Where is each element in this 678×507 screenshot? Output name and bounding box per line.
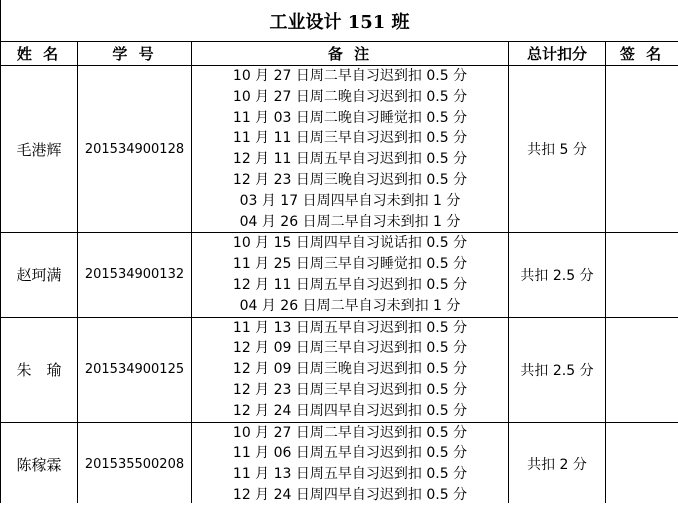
page-cut-edge <box>0 503 678 507</box>
deduction-note-line: 12 月 09 日周三早自习迟到扣 0.5 分 <box>232 340 468 357</box>
total-deduction: 共扣 2 分 <box>509 422 606 506</box>
signature-cell <box>606 66 678 233</box>
deduction-note-line: 11 月 03 日周二晚自习睡觉扣 0.5 分 <box>232 109 468 126</box>
deduction-note-line: 11 月 11 日周三早自习迟到扣 0.5 分 <box>232 130 468 147</box>
total-deduction: 共扣 2.5 分 <box>509 233 606 317</box>
deduction-notes <box>192 317 509 422</box>
student-name: 朱 瑜 <box>1 317 78 422</box>
table-row <box>1 317 678 422</box>
deduction-note-line: 10 月 27 日周二晚自习迟到扣 0.5 分 <box>232 88 468 105</box>
student-name: 陈稼霖 <box>1 422 78 506</box>
deduction-note-line: 12 月 24 日周四早自习迟到扣 0.5 分 <box>232 402 468 419</box>
student-id: 201534900125 <box>78 317 192 422</box>
header-notes: 备 注 <box>192 42 509 66</box>
deduction-note-line: 11 月 13 日周五早自习迟到扣 0.5 分 <box>232 466 468 483</box>
student-name: 毛港辉 <box>1 66 78 233</box>
deduction-note-line: 10 月 27 日周二早自习迟到扣 0.5 分 <box>232 424 468 441</box>
student-id: 201534900132 <box>78 233 192 317</box>
table-row <box>1 422 678 506</box>
deduction-note-line: 11 月 25 日周三早自习睡觉扣 0.5 分 <box>232 256 468 273</box>
table-body <box>1 0 678 506</box>
signature-cell <box>606 233 678 317</box>
header-row <box>1 42 678 66</box>
total-deduction: 共扣 2.5 分 <box>509 317 606 422</box>
signature-cell <box>606 422 678 506</box>
student-id: 201535500208 <box>78 422 192 506</box>
table-title: 工业设计 151 班 <box>1 0 678 42</box>
student-id: 201534900128 <box>78 66 192 233</box>
deduction-note-line: 12 月 11 日周五早自习迟到扣 0.5 分 <box>232 276 468 293</box>
deduction-note-line: 12 月 09 日周三晚自习迟到扣 0.5 分 <box>232 361 468 378</box>
table-row <box>1 233 678 317</box>
deduction-note-line: 11 月 06 日周五早自习迟到扣 0.5 分 <box>232 445 468 462</box>
header-signature: 签 名 <box>606 42 678 66</box>
deduction-note-line: 12 月 23 日周三早自习迟到扣 0.5 分 <box>232 381 468 398</box>
deduction-note-line: 04 月 26 日周二早自习未到扣 1 分 <box>239 213 461 230</box>
signature-cell <box>606 317 678 422</box>
deduction-notes <box>192 233 509 317</box>
deduction-notes <box>192 66 509 233</box>
header-total-deduction: 总计扣分 <box>509 42 606 66</box>
total-deduction: 共扣 5 分 <box>509 66 606 233</box>
deduction-note-line: 12 月 11 日周五早自习迟到扣 0.5 分 <box>232 151 468 168</box>
header-name: 姓 名 <box>1 42 78 66</box>
deduction-note-line: 10 月 15 日周四早自习说话扣 0.5 分 <box>232 235 468 252</box>
deduction-note-line: 12 月 23 日周三晚自习迟到扣 0.5 分 <box>232 171 468 188</box>
deduction-note-line: 10 月 27 日周二早自习迟到扣 0.5 分 <box>232 68 468 84</box>
deduction-note-line: 04 月 26 日周二早自习未到扣 1 分 <box>239 297 461 314</box>
deduction-note-line: 11 月 13 日周五早自习迟到扣 0.5 分 <box>232 319 468 336</box>
table-row <box>1 66 678 233</box>
student-name: 赵珂满 <box>1 233 78 317</box>
header-student-id: 学 号 <box>78 42 192 66</box>
deduction-notes <box>192 422 509 506</box>
title-row <box>1 0 678 42</box>
deduction-note-line: 12 月 24 日周四早自习迟到扣 0.5 分 <box>232 486 468 503</box>
deduction-note-line: 03 月 17 日周四早自习未到扣 1 分 <box>239 192 461 209</box>
